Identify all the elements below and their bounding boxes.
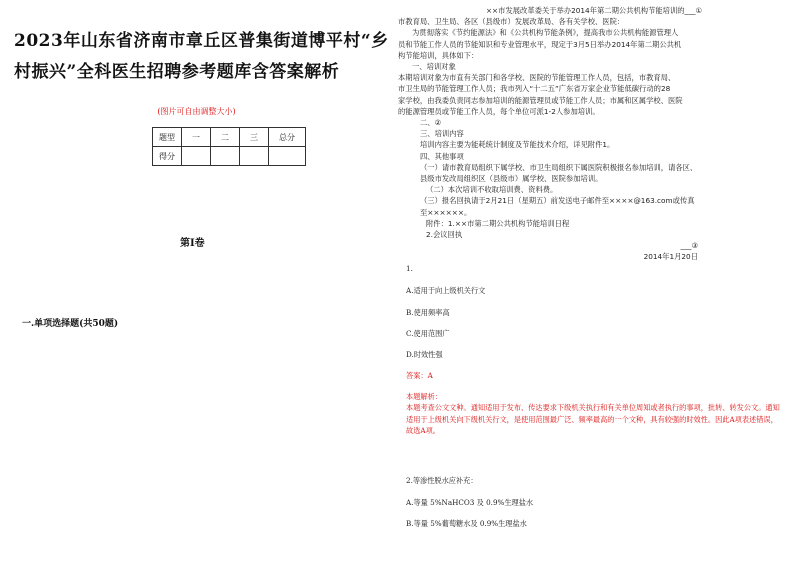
notice-line: 二、②: [420, 118, 442, 128]
notice-line: （一）请市教育局组织下属学校、市卫生局组织下属医院积极报名参加培训，请各区、: [420, 162, 698, 172]
notice-line: 三、培训内容: [420, 129, 464, 139]
score-cell: 得分: [153, 147, 182, 166]
notice-line: （二）本次培训不收取培训费、资料费。: [426, 185, 558, 195]
score-cell: 三: [240, 128, 269, 147]
question-1-answer: 答案：A: [406, 371, 433, 380]
score-cell: [269, 147, 306, 166]
notice-line: 为贯彻落实《节约能源法》和《公共机构节能条例》，提高我市公共机构能源管理人: [412, 28, 679, 38]
notice-line: 构节能培训，具体如下：: [398, 50, 479, 60]
notice-date: 2014年1月20日: [643, 252, 698, 262]
question-1-option-a[interactable]: A.适用于向上级机关行文: [406, 286, 486, 295]
question-1-analysis: 本题考查公文文种。通知适用于发布、传达要求下级机关执行和有关单位周知或者执行的事项，批转、转发公文。通知适用于上级机关向下级机关行文，是使用范围最广泛、频率最高的一个文种，具有较强的时效性。因此A项表述错误，故选A项。: [406, 403, 780, 435]
volume-heading: 第I卷: [180, 238, 205, 249]
question-1-option-d[interactable]: D.时效性强: [406, 350, 443, 359]
question-1-option-c[interactable]: C.使用范围广: [406, 329, 450, 338]
document-title: 2023年山东省济南市章丘区普集街道博平村“乡村振兴”全科医生招聘参考题库含答案解析: [14, 31, 389, 82]
question-2-stem: 2.等渗性脱水应补充：: [406, 476, 478, 485]
score-cell: 一: [182, 128, 211, 147]
question-2-option-a[interactable]: A.等量 5%NaHCO3 及 0.9%生理盐水: [406, 498, 534, 507]
notice-line: 市教育局、卫生局、各区（县级市）发展改革局、各有关学校、医院：: [398, 17, 625, 27]
score-table-score-row: [153, 147, 306, 166]
notice-line: 培训内容主要为能耗统计制度及节能技术介绍，详见附件1。: [420, 140, 615, 150]
question-1-analysis-title: 本题解析：: [406, 392, 442, 401]
notice-line: 本期培训对象为市直有关部门和各学校、医院的节能管理工作人员，包括，市教育局、: [398, 73, 676, 83]
notice-line: 员和节能工作人员的节能知识和专业管理水平，现定于3月5日举办2014年第二期公共机: [398, 39, 682, 49]
notice-line: （三）报名回执请于2月21日（星期五）前发送电子邮件至××××@163.com或传真: [420, 196, 695, 206]
notice-line: 县级市发改局组织区（县级市）属学校、医院参加培训。: [420, 174, 603, 184]
score-table: [152, 127, 306, 166]
notice-line: 2.会议回执: [426, 230, 463, 240]
right-column: [398, 5, 790, 263]
question-2-option-b[interactable]: B.等量 5%葡萄糖水及 0.9%生理盐水: [406, 519, 527, 528]
section-heading: 一.单项选择题(共50题): [22, 319, 119, 329]
notice-line: 家学校，由我委负责同志参加培训的能源管理员或节能工作人员；市属和区属学校、医院: [398, 95, 683, 105]
question-1-number: 1.: [406, 264, 413, 273]
notice-line: 四、其他事项: [420, 151, 464, 161]
notice-line: 的能源管理员或节能工作人员，每个单位可派1-2人参加培训。: [398, 106, 600, 116]
score-cell: [240, 147, 269, 166]
notice-line: 附件：1.××市第二期公共机构节能培训日程: [426, 218, 570, 228]
left-column: [14, 26, 389, 166]
score-cell: [211, 147, 240, 166]
image-resize-note: (图片可自由调整大小): [157, 107, 236, 116]
question-1-option-b[interactable]: B.使用频率高: [406, 308, 450, 317]
score-cell: 二: [211, 128, 240, 147]
notice-text: [398, 5, 790, 263]
notice-line: ××市发展改革委关于举办2014年第二期公共机构节能培训的___①: [485, 6, 703, 15]
score-cell: 题型: [153, 128, 182, 147]
score-table-header-row: [153, 128, 306, 147]
notice-line: 市卫生局的节能管理工作人员；我市列入“十二五”广东省万家企业节能低碳行动的28: [398, 84, 671, 94]
score-cell: [182, 147, 211, 166]
notice-line: ___③: [680, 241, 698, 251]
notice-line: 至××××××。: [420, 207, 472, 217]
notice-line: 一、培训对象: [412, 62, 456, 72]
score-cell: 总分: [269, 128, 306, 147]
